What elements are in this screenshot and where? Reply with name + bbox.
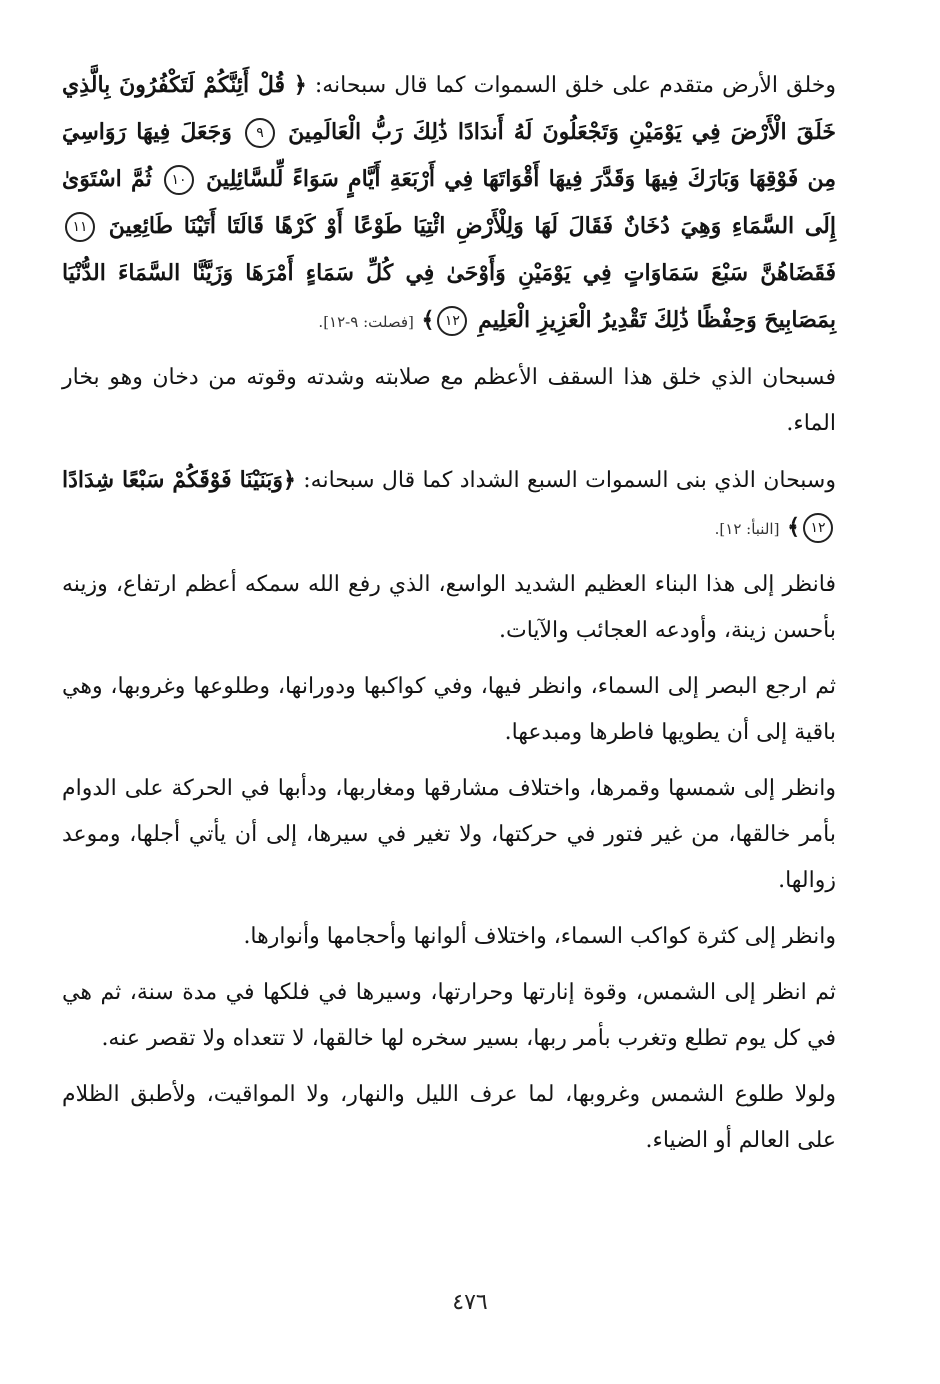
paragraph xyxy=(62,766,836,904)
ayah-number: ١٢ xyxy=(803,513,833,543)
ayah-number: ١٢ xyxy=(437,306,467,336)
paragraph-text: وسبحان الذي بنى السموات السبع الشداد كما قال سبحانه: xyxy=(295,468,836,493)
paragraph-text: وانظر إلى شمسها وقمرها، واختلاف مشارقها ومغاربها، ودأبها في الحركة على الدوام بأمر خالقها، من غير فتور في حركتها، ولا تغير في سيرها، إلى أن يأتي أجلها، وموعد زوالها. xyxy=(62,776,836,893)
paragraph xyxy=(62,62,836,345)
quran-bracket: ﴿ xyxy=(283,467,296,493)
ayah-number: ١٠ xyxy=(164,165,194,195)
quran-verse: ثُمَّ اسْتَوَىٰ إِلَى السَّمَاءِ وَهِيَ دُخَانٌ فَقَالَ لَهَا وَلِلْأَرْضِ ائْتِيَا طَوْعًا أَوْ كَرْهًا قَالَتَا أَتَيْنَا طَائِعِينَ xyxy=(62,166,836,239)
paragraph-text: فسبحان الذي خلق هذا السقف الأعظم مع صلابته وشدته وقوته من دخان وهو بخار الماء. xyxy=(62,365,836,436)
page-body xyxy=(62,62,836,1174)
quran-verse: فَقَضَاهُنَّ سَبْعَ سَمَاوَاتٍ فِي يَوْمَيْنِ وَأَوْحَىٰ فِي كُلِّ سَمَاءٍ أَمْرَهَا وَزَيَّنَّا السَّمَاءَ الدُّنْيَا بِمَصَابِيحَ وَحِفْظًا ذَٰلِكَ تَقْدِيرُ الْعَزِيزِ الْعَلِيمِ xyxy=(62,260,836,333)
quran-verse: وَجَعَلَ فِيهَا رَوَاسِيَ مِن فَوْقِهَا وَبَارَكَ فِيهَا وَقَدَّرَ فِيهَا أَقْوَاتَهَا فِي أَرْبَعَةِ أَيَّامٍ سَوَاءً لِّلسَّائِلِينَ xyxy=(62,119,836,192)
paragraph-text: ولولا طلوع الشمس وغروبها، لما عرف الليل والنهار، ولا المواقيت، ولأطبق الظلام على العالم أو الضياء. xyxy=(62,1082,836,1153)
ayah-number: ١١ xyxy=(65,212,95,242)
quran-bracket: ﴾ xyxy=(779,514,800,540)
verse-reference: [فصلت: ٩-١٢]. xyxy=(318,313,414,331)
quran-bracket: ﴿ xyxy=(293,72,307,98)
quran-verse: وَبَنَيْنَا فَوْقَكُمْ سَبْعًا شِدَادًا xyxy=(62,467,284,493)
quran-bracket: ﴾ xyxy=(413,307,435,333)
quran-verse: قُلْ أَئِنَّكُمْ لَتَكْفُرُونَ بِالَّذِي خَلَقَ الْأَرْضَ فِي يَوْمَيْنِ وَتَجْعَلُونَ لَهُ أَندَادًا ذَٰلِكَ رَبُّ الْعَالَمِينَ xyxy=(62,72,837,145)
verse-reference: [النبأ: ١٢]. xyxy=(714,520,780,538)
paragraph xyxy=(62,457,836,552)
paragraph-text: فانظر إلى هذا البناء العظيم الشديد الواسع، الذي رفع الله سمكه أعظم ارتفاع، وزينه بأحسن زينة، وأودعه العجائب والآيات. xyxy=(62,572,836,643)
paragraph xyxy=(62,562,836,654)
paragraph-text: وانظر إلى كثرة كواكب السماء، واختلاف ألوانها وأحجامها وأنوارها. xyxy=(243,924,836,949)
page-number: ٤٧٦ xyxy=(452,1290,488,1315)
paragraph xyxy=(62,664,836,756)
paragraph xyxy=(62,970,836,1062)
paragraph xyxy=(62,355,836,447)
paragraph-text: وخلق الأرض متقدم على خلق السموات كما قال سبحانه: xyxy=(306,73,836,98)
paragraph xyxy=(62,914,836,960)
paragraph-text: ثم انظر إلى الشمس، وقوة إنارتها وحرارتها، وسيرها في فلكها في مدة سنة، ثم هي في كل يوم تطلع وتغرب بأمر ربها، بسير سخره لها خالقها، لا تتعداه ولا تقصر عنه. xyxy=(62,980,836,1051)
ayah-number: ٩ xyxy=(245,118,275,148)
paragraph xyxy=(62,1072,836,1164)
paragraph-text: ثم ارجع البصر إلى السماء، وانظر فيها، وفي كواكبها ودورانها، وطلوعها وغروبها، وهي باقية إلى أن يطويها فاطرها ومبدعها. xyxy=(62,674,836,745)
